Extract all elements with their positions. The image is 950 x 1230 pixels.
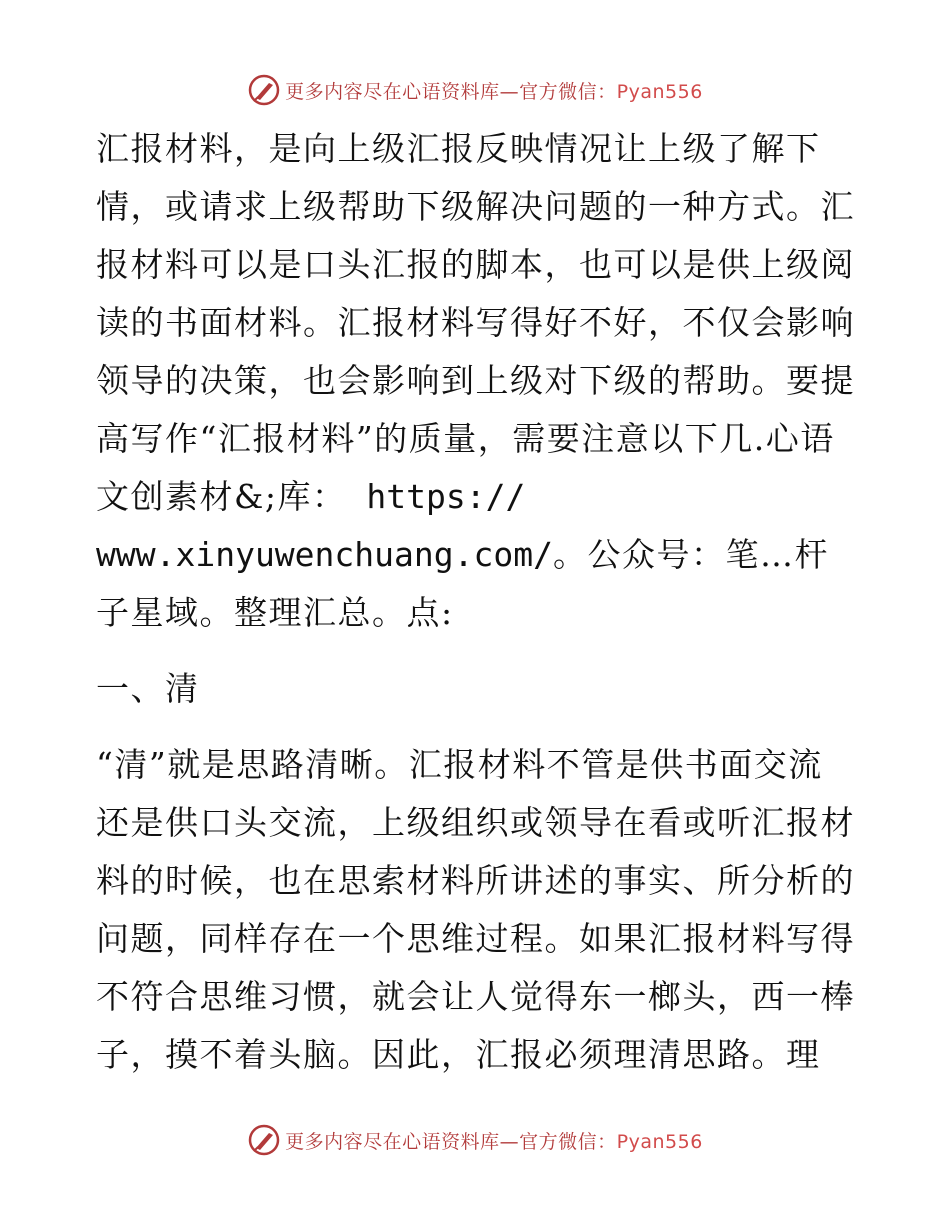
banner-text: 更多内容尽在心语资料库—官方微信：Pyan556: [285, 80, 703, 103]
document-body: [96, 120, 856, 1084]
header-banner: [0, 70, 950, 110]
quill-logo-icon: [247, 73, 281, 107]
section-heading: 一、清: [96, 669, 200, 708]
intro-paragraph: 汇报材料，是向上级汇报反映情况让上级了解下情，或请求上级帮助下级解决问题的一种方式。汇报材料可以是口头汇报的脚本，也可以是供上级阅读的书面材料。汇报材料写得好不好，不仅会影响领导的决策，也会影响到上级对下级的帮助。要提高写作“汇报材料”的质量，需要注意以下几.心语文创素材&;库： https:// www.xinyuwenchuang.com/。公众号：笔…杆子星域。整理汇总。点:: [96, 129, 855, 632]
quill-logo-icon: [247, 1123, 281, 1157]
banner-text: 更多内容尽在心语资料库—官方微信：Pyan556: [285, 1130, 703, 1153]
footer-banner: [0, 1120, 950, 1160]
body-paragraph: “清”就是思路清晰。汇报材料不管是供书面交流还是供口头交流，上级组织或领导在看或听汇报材料的时候，也在思索材料所讲述的事实、所分析的问题，同样存在一个思维过程。如果汇报材料写得不符合思维习惯，就会让人觉得东一榔头，西一棒子，摸不着头脑。因此，汇报必须理清思路。理: [96, 745, 855, 1074]
